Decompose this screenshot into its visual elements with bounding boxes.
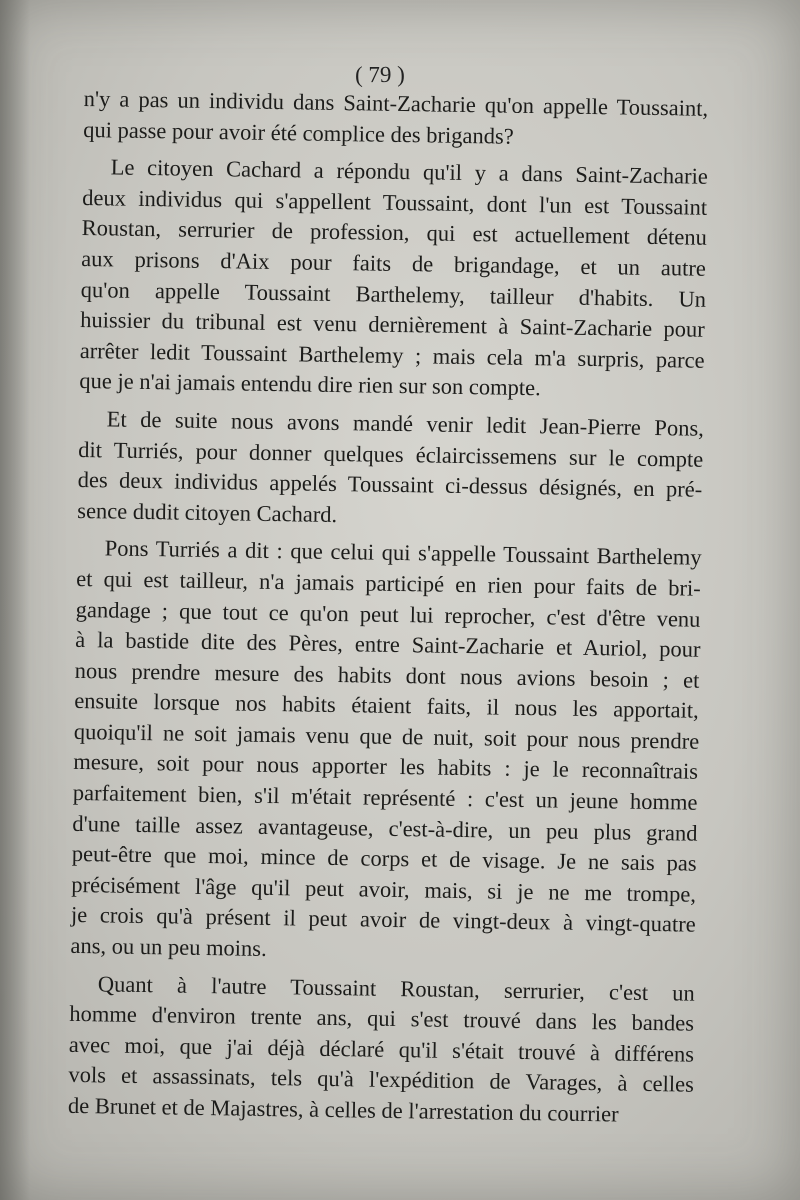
paragraph <box>68 969 695 1132</box>
text-line: avec moi, que j'ai déjà déclaré qu'il s'était trouvé à différens <box>68 1031 695 1067</box>
text-line: Roustan, serrurier de profession, qui est actuellement détenu <box>81 215 708 251</box>
text-line: homme d'environ trente ans, qui s'est trouvé dans les bandes <box>69 1001 695 1036</box>
text-line: ans, ou un peu moins. <box>70 932 267 962</box>
text-line: deux individus qui s'appellent Toussaint, dont l'un est Toussaint <box>82 184 708 220</box>
text-line: précisément l'âge qu'il peut avoir, mais, si je ne me trompe, <box>71 871 697 907</box>
text-line: Et de suite nous avons mandé venir ledit Jean-Pierre Pons, <box>106 406 705 441</box>
text-line: d'une taille assez avantageuse, c'est-à-dire, un peu plus grand <box>72 810 698 846</box>
text-line: parfaitement bien, s'il m'était représenté : c'est un jeune homme <box>72 779 698 815</box>
text-line: des deux individus appelés Toussaint ci-dessus désignés, en pré- <box>77 467 703 502</box>
text-line: nous prendre mesure des habits dont nous avions besoin ; et <box>74 657 700 693</box>
text-line: que je n'ai jamais entendu dire rien sur son compte. <box>79 368 541 401</box>
paragraph <box>79 152 708 407</box>
text-line: ensuite lorsque nos habits étaient faits, il nous les apportait, <box>74 688 699 724</box>
text-line: peut-être que moi, mince de corps et de visage. Je ne sais pas <box>71 841 697 876</box>
text-line: sence dudit citoyen Cachard. <box>77 497 338 527</box>
text-line: qui passe pour avoir été complice des brigands? <box>83 116 514 149</box>
text-line: dit Turriés, pour donner quelques éclaircissemens sur le compte <box>78 436 704 472</box>
text-line: et qui est tailleur, n'a jamais participé en rien pour faits de bri- <box>76 565 701 601</box>
text-line: Pons Turriés a dit : que celui qui s'appelle Toussaint Barthelemy <box>104 535 702 571</box>
page-body-text <box>68 84 709 1138</box>
paragraph <box>70 533 702 971</box>
text-line: huissier du tribunal est venu dernièrement à Saint-Zacharie pour <box>80 307 705 342</box>
text-line: Le citoyen Cachard a répondu qu'il y a dans Saint-Zacharie <box>110 154 709 189</box>
text-line: mesure, soit pour nous apporter les habits : je le reconnaîtrais <box>73 749 699 785</box>
paragraph <box>83 84 709 155</box>
text-line: à la bastide dite des Pères, entre Saint-Zacharie et Auriol, pour <box>75 627 701 662</box>
paragraph <box>77 404 704 536</box>
page-edge-shadow <box>0 0 30 1200</box>
text-line: je crois qu'à présent il peut avoir de vingt-deux à vingt-quatre <box>70 902 696 938</box>
text-line: vols et assassinats, tels qu'à l'expédition de Varages, à celles <box>68 1062 695 1098</box>
text-line: arrêter ledit Toussaint Barthelemy ; mais cela m'a surpris, parce <box>79 337 705 373</box>
text-line: quoiqu'il ne soit jamais venu que de nuit, soit pour nous prendre <box>73 718 700 754</box>
text-line: aux prisons d'Aix pour faits de brigandage, et un autre <box>81 245 707 281</box>
text-line: de Brunet et de Majastres, à celles de l'arrestation du courrier <box>67 1092 619 1127</box>
text-line: n'y a pas un individu dans Saint-Zacharie qu'on appelle Toussaint, <box>83 85 709 121</box>
text-line: Quant à l'autre Toussaint Roustan, serrurier, c'est un <box>97 970 695 1006</box>
page-number: ( 79 ) <box>354 61 406 88</box>
text-line: qu'on appelle Toussaint Barthelemy, tailleur d'habits. Un <box>80 276 707 312</box>
text-line: gandage ; que tout ce qu'on peut lui reprocher, c'est d'être venu <box>75 596 701 632</box>
